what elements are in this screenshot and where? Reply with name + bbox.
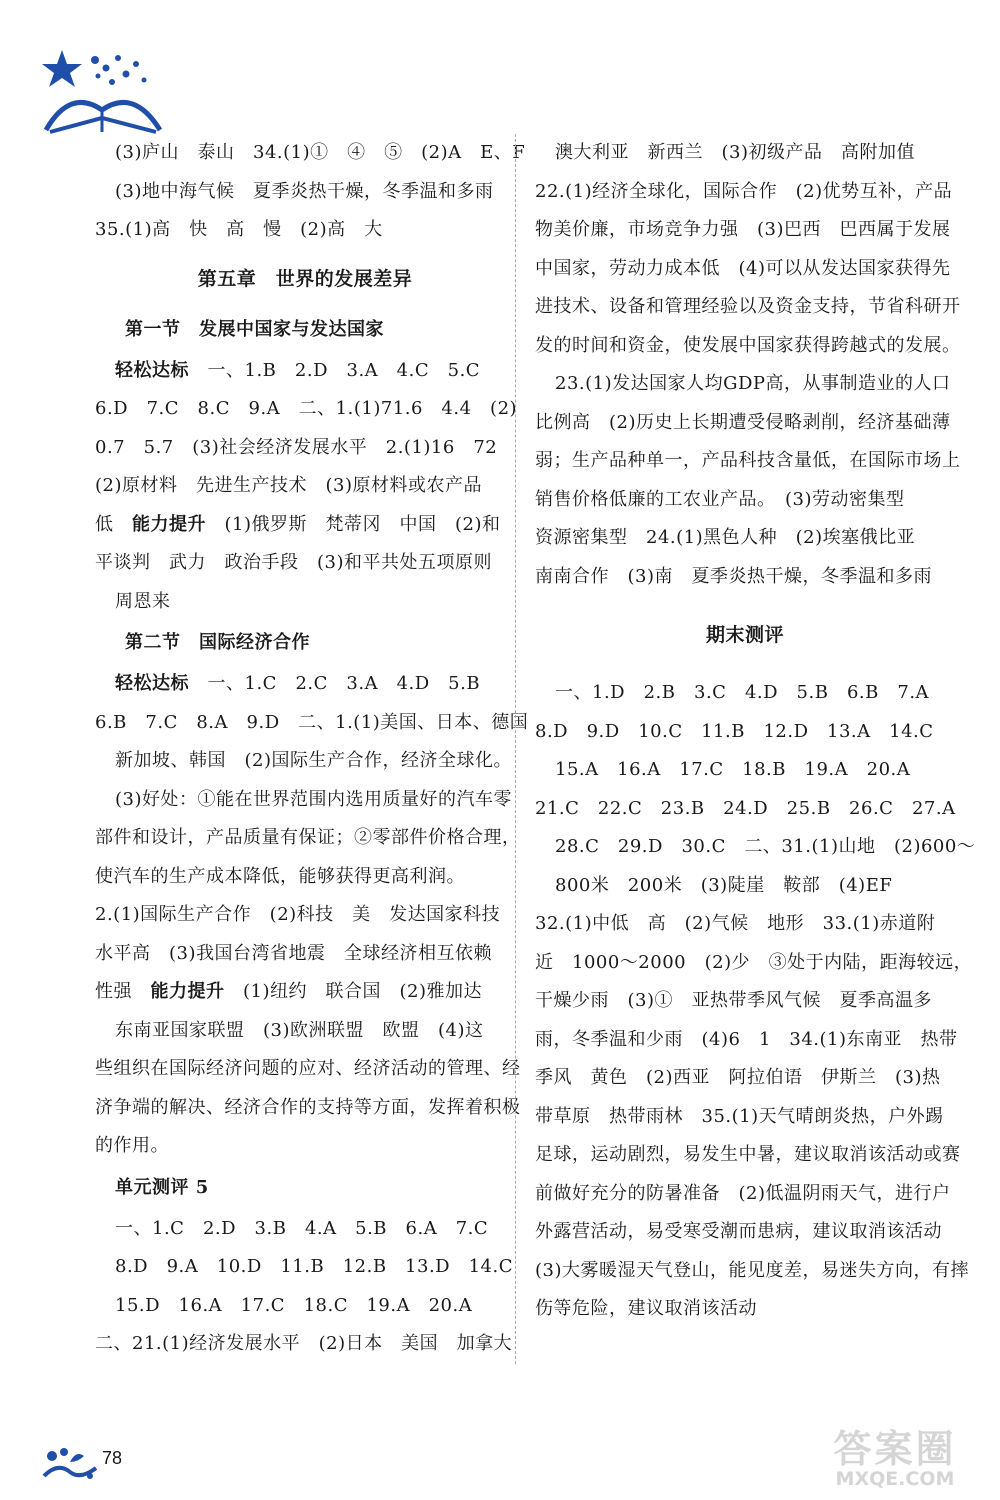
answer-line: 伤等危险，建议取消该活动 (535, 1298, 757, 1319)
watermark-logo-text: 答案圈 (833, 1427, 957, 1471)
answer-line: (3)庐山 泰山 34.(1)① ④ ⑤ (2)A E、F (115, 142, 526, 163)
answer-line: 水平高 (3)我国台湾省地震 全球经济相互依赖 (95, 942, 492, 964)
answer-line: (3)大雾暖湿天气登山，能见度差，易迷失方向，有摔 (535, 1259, 969, 1281)
answer-line: 28.C 29.D 30.C 二、31.(1)山地 (2)600～ (555, 836, 976, 857)
label-advanced: 能力提升 (150, 981, 225, 1002)
answer-line: 的作用。 (95, 1135, 169, 1156)
answer-line: 2.(1)国际生产合作 (2)科技 美 发达国家科技 (95, 904, 501, 925)
answer-line: 22.(1)经济全球化，国际合作 (2)优势互补，产品 (535, 180, 953, 202)
answer-line (95, 506, 515, 545)
answer-line: 23.(1)发达国家人均GDP高，从事制造业的人口 (555, 373, 951, 394)
answer-line: 足球，运动剧烈，易发生中暑，建议取消该活动或赛 (535, 1144, 961, 1165)
answer-text: (1)纽约 联合国 (2)雅加达 (224, 981, 482, 1002)
left-column (95, 134, 529, 1364)
answer-line: 6.D 7.C 8.C 9.A 二、1.(1)71.6 4.4 (2) (95, 398, 518, 419)
answer-line: 近 1000～2000 (2)少 ③处于内陆，距海较远， (535, 951, 973, 973)
answer-line: 些组织在国际经济问题的应对、经济活动的管理、经 (95, 1058, 521, 1079)
label-easy: 轻松达标 (115, 673, 189, 694)
unit-test-title: 单元测评 5 (115, 1176, 209, 1198)
answer-text: (1)俄罗斯 梵蒂冈 中国 (2)和 (206, 513, 501, 535)
answer-line: 一、1.C 2.D 3.B 4.A 5.B 6.A 7.C (115, 1217, 489, 1239)
answer-line: 6.B 7.C 8.A 9.D 二、1.(1)美国、日本、德国 (95, 711, 529, 733)
answer-line: 销售价格低廉的工农业产品。 (3)劳动密集型 (535, 488, 905, 510)
column-divider (515, 134, 516, 1364)
answer-line: 8.D 9.D 10.C 11.B 12.D 13.A 14.C (535, 720, 934, 742)
answer-line: (3)好处：①能在世界范围内选用质量好的汽车零 (115, 788, 512, 810)
answer-line: 外露营活动，易受寒受潮而患病，建议取消该活动 (535, 1221, 942, 1242)
answer-line: 季风 黄色 (2)西亚 阿拉伯语 伊斯兰 (3)热 (535, 1067, 941, 1088)
answer-line: 二、21.(1)经济发展水平 (2)日本 美国 加拿大 (95, 1333, 513, 1354)
answer-line: 一、1.D 2.B 3.C 4.D 5.B 6.B 7.A (555, 682, 930, 703)
final-test-title: 期末测评 (705, 624, 784, 646)
answer-line: (3)地中海气候 夏季炎热干燥，冬季温和多雨 (115, 180, 494, 202)
watermark (810, 1418, 980, 1498)
answer-line: 中国家，劳动力成本低 (4)可以从发达国家获得先 (535, 257, 951, 279)
chapter-title: 第五章 世界的发展差异 (197, 267, 413, 290)
answer-line: 比例高 (2)历史上长期遭受侵略剥削，经济基础薄 (535, 411, 951, 433)
answer-line: 15.A 16.A 17.C 18.B 19.A 20.A (555, 759, 911, 780)
answer-line: 0.7 5.7 (3)社会经济发展水平 2.(1)16 72 (95, 436, 498, 458)
answer-line: 带草原 热带雨林 35.(1)天气晴朗炎热，户外踢 (535, 1105, 944, 1127)
answer-line: 弱；生产品种单一，产品科技含量低，在国际市场上 (535, 450, 961, 471)
answer-line: 济争端的解决、经济合作的支持等方面，发挥着积极 (95, 1096, 521, 1118)
page-number: 78 (102, 1448, 123, 1468)
answer-line: 周恩来 (115, 590, 171, 612)
section-title: 第一节 发展中国家与发达国家 (125, 318, 384, 340)
answer-line (95, 352, 515, 391)
answer-line: (2)原材料 先进生产技术 (3)原材料或农产品 (95, 475, 482, 496)
book-star-logo-icon (40, 48, 165, 136)
answer-line (95, 665, 515, 704)
answer-line: 15.D 16.A 17.C 18.C 19.A 20.A (115, 1294, 473, 1316)
answer-line: 800米 200米 (3)陡崖 鞍部 (4)EF (555, 874, 893, 896)
answer-line: 南南合作 (3)南 夏季炎热干燥，冬季温和多雨 (535, 565, 932, 587)
answer-line: 32.(1)中低 高 (2)气候 地形 33.(1)赤道附 (535, 913, 936, 934)
answer-line: 8.D 9.A 10.D 11.B 12.B 13.D 14.C (115, 1256, 513, 1277)
flower-decoration-icon (40, 1442, 102, 1482)
answer-line: 平谈判 武力 政治手段 (3)和平共处五项原则 (95, 552, 492, 573)
answer-line: 部件和设计，产品质量有保证；②零部件价格合理， (95, 827, 521, 848)
answer-line: 澳大利亚 新西兰 (3)初级产品 高附加值 (555, 142, 915, 163)
answer-line: 35.(1)高 快 高 慢 (2)高 大 (95, 219, 383, 240)
right-column (535, 134, 976, 1329)
answer-line: 21.C 22.C 23.B 24.D 25.B 26.C 27.A (535, 797, 956, 819)
answer-line: 使汽车的生产成本降低，能够获得更高利润。 (95, 865, 465, 887)
answer-line: 干燥少雨 (3)① 亚热带季风气候 夏季高温多 (535, 990, 932, 1011)
answer-line: 物美价廉，市场竞争力强 (3)巴西 巴西属于发展 (535, 219, 951, 240)
answer-text: 性强 (95, 981, 151, 1002)
answer-text: 一、1.B 2.D 3.A 4.C 5.C (189, 359, 481, 381)
answer-line: 资源密集型 24.(1)黑色人种 (2)埃塞俄比亚 (535, 527, 916, 548)
answer-line: 东南亚国家联盟 (3)欧洲联盟 欧盟 (4)这 (115, 1019, 484, 1041)
answer-line (95, 973, 515, 1012)
answer-text: 低 (95, 513, 132, 535)
section-title: 第二节 国际经济合作 (125, 632, 310, 653)
answer-line: 发的时间和资金，使发展中国家获得跨越式的发展。 (535, 334, 961, 356)
answer-line: 新加坡、韩国 (2)国际生产合作，经济全球化。 (115, 750, 512, 771)
label-easy: 轻松达标 (115, 359, 189, 381)
answer-line: 进技术、设备和管理经验以及资金支持，节省科研开 (535, 296, 961, 317)
answer-text: 一、1.C 2.C 3.A 4.D 5.B (189, 673, 481, 694)
watermark-url: MXQE.COM (835, 1468, 955, 1490)
answer-line: 前做好充分的防暑准备 (2)低温阴雨天气，进行户 (535, 1182, 951, 1204)
answer-line: 雨，冬季温和少雨 (4)6 1 34.(1)东南亚 热带 (535, 1028, 958, 1050)
label-advanced: 能力提升 (132, 513, 206, 535)
